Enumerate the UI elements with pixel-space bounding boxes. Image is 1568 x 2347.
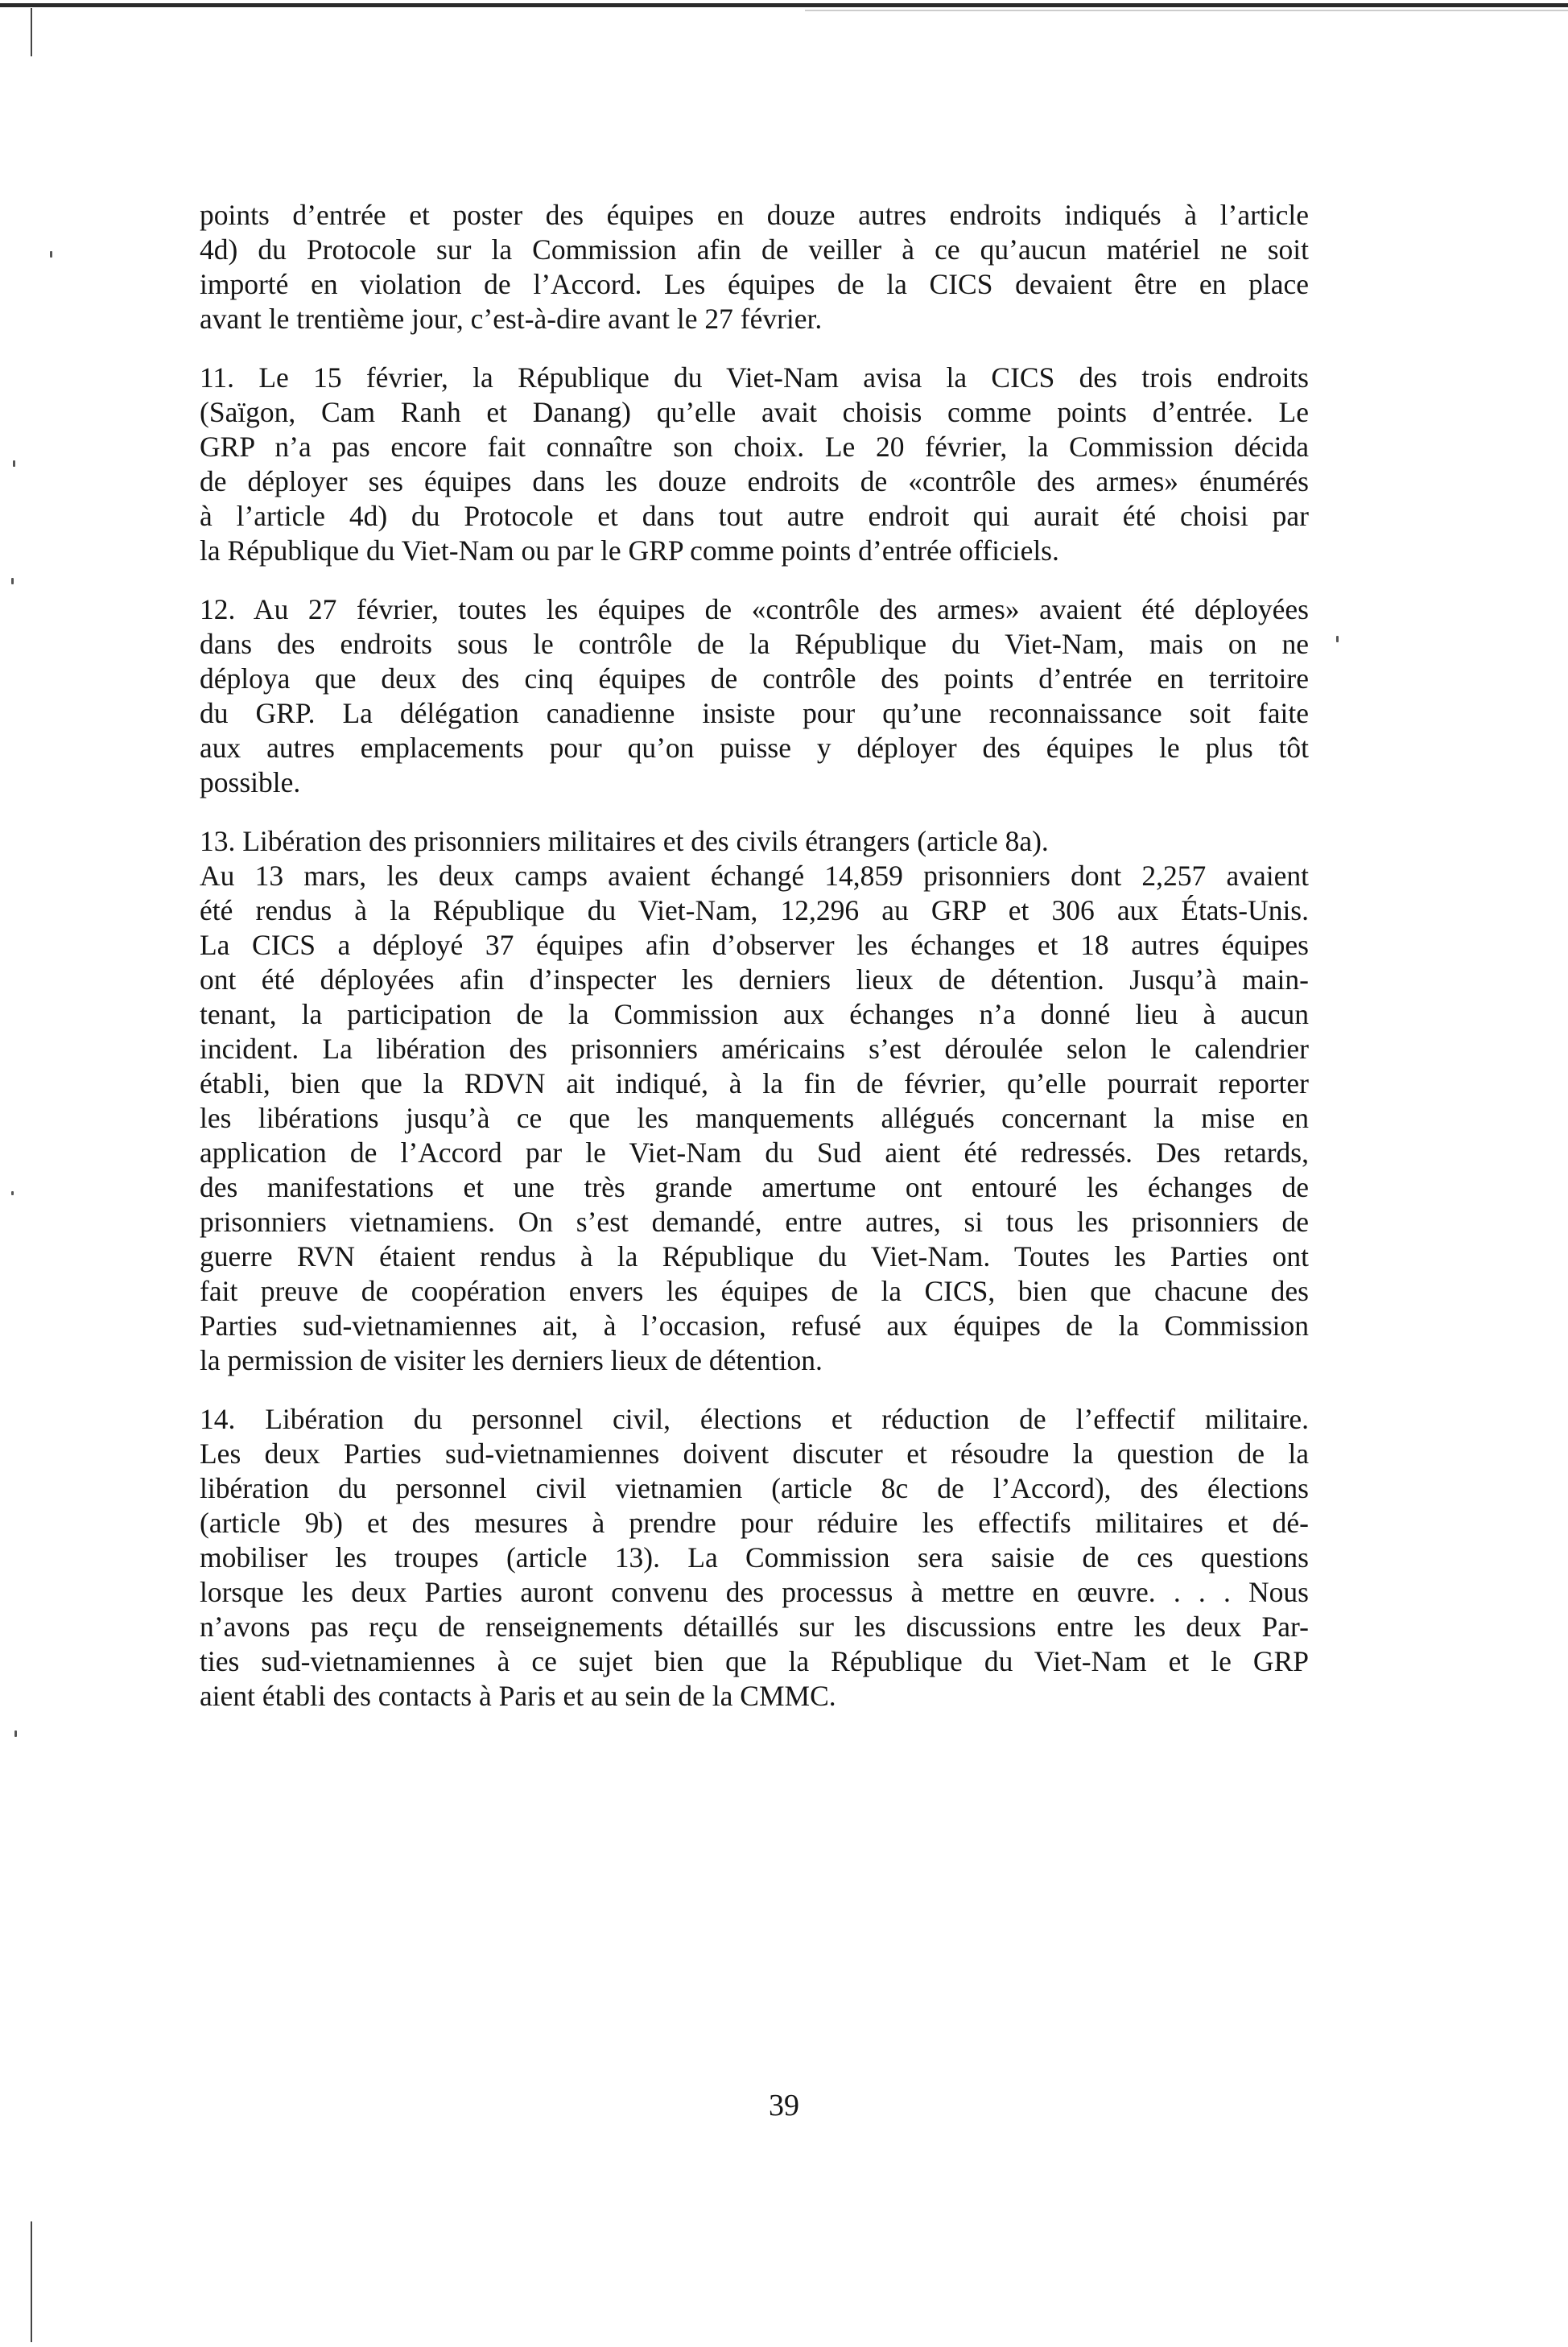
text-line: ties sud-vietnamiennes à ce sujet bien que la République du Viet-Nam et le GRP <box>200 1645 1309 1677</box>
text-line: avant le trentième jour, c’est-à-dire avant le 27 février. <box>200 303 823 335</box>
text-line: Au 13 mars, les deux camps avaient échangé 14,859 prisonniers dont 2,257 avaient <box>200 860 1309 892</box>
text-line: aux autres emplacements pour qu’on puisse y déployer des équipes le plus tôt <box>200 732 1309 764</box>
text-line: points d’entrée et poster des équipes en douze autres endroits indiqués à l’article <box>200 199 1309 231</box>
text-line: ont été déployées afin d’inspecter les derniers lieux de détention. Jusqu’à main- <box>200 963 1309 996</box>
text-line: possible. <box>200 766 301 798</box>
text-line: 11. Le 15 février, la République du Viet-Nam avisa la CICS des trois endroits <box>200 361 1309 394</box>
text-line: La CICS a déployé 37 équipes afin d’observer les échanges et 18 autres équipes <box>200 929 1309 961</box>
text-line: lorsque les deux Parties auront convenu des processus à mettre en œuvre. . . . Nous <box>200 1576 1309 1608</box>
scan-speck <box>14 1730 17 1737</box>
scan-speck <box>1336 636 1339 642</box>
scan-speck <box>11 1191 14 1195</box>
text-line: du GRP. La délégation canadienne insiste pour qu’une reconnaissance soit faite <box>200 697 1309 729</box>
text-line: de déployer ses équipes dans les douze endroits de «contrôle des armes» énumérés <box>200 465 1309 497</box>
scan-top-border <box>0 3 1568 7</box>
paragraph-12 <box>200 592 1309 800</box>
text-line: été rendus à la République du Viet-Nam, 12,296 au GRP et 306 aux États-Unis. <box>200 894 1309 926</box>
paragraph-14 <box>200 1402 1309 1714</box>
text-line: Les deux Parties sud-vietnamiennes doivent discuter et résoudre la question de la <box>200 1437 1309 1470</box>
text-line: établi, bien que la RDVN ait indiqué, à la fin de février, qu’elle pourrait reporter <box>200 1067 1309 1099</box>
scan-left-edge-mark <box>31 2221 32 2342</box>
paragraph-11 <box>200 361 1309 568</box>
page-number: 39 <box>769 2089 799 2122</box>
text-line: 4d) du Protocole sur la Commission afin de veiller à ce qu’aucun matériel ne soit <box>200 233 1309 266</box>
scan-speck <box>13 460 15 467</box>
text-line: à l’article 4d) du Protocole et dans tout autre endroit qui aurait été choisi par <box>200 500 1309 532</box>
text-line: aient établi des contacts à Paris et au sein de la CMMC. <box>200 1680 836 1712</box>
text-line: guerre RVN étaient rendus à la République du Viet-Nam. Toutes les Parties ont <box>200 1240 1309 1272</box>
text-line: importé en violation de l’Accord. Les équipes de la CICS devaient être en place <box>200 268 1309 300</box>
body-text <box>200 198 1309 1738</box>
text-line: application de l’Accord par le Viet-Nam du Sud aient été redressés. Des retards, <box>200 1136 1309 1169</box>
text-line: (Saïgon, Cam Ranh et Danang) qu’elle avait choisis comme points d’entrée. Le <box>200 396 1309 428</box>
text-line: prisonniers vietnamiens. On s’est demandé, entre autres, si tous les prisonniers de <box>200 1206 1309 1238</box>
text-line: fait preuve de coopération envers les équipes de la CICS, bien que chacune des <box>200 1275 1309 1307</box>
paragraph-heading: 13. Libération des prisonniers militaires et des civils étrangers (article 8a). <box>200 825 1049 857</box>
text-line: déploya que deux des cinq équipes de contrôle des points d’entrée en territoire <box>200 662 1309 695</box>
scan-top-border-shadow <box>805 10 1568 11</box>
scan-speck <box>11 578 14 584</box>
text-line: des manifestations et une très grande amertume ont entouré les échanges de <box>200 1171 1309 1203</box>
text-line: dans des endroits sous le contrôle de la République du Viet-Nam, mais on ne <box>200 628 1309 660</box>
text-line: GRP n’a pas encore fait connaître son choix. Le 20 février, la Commission décida <box>200 431 1309 463</box>
text-line: tenant, la participation de la Commission aux échanges n’a donné lieu à aucun <box>200 998 1309 1030</box>
text-line: les libérations jusqu’à ce que les manquements allégués concernant la mise en <box>200 1102 1309 1134</box>
text-line: (article 9b) et des mesures à prendre pour réduire les effectifs militaires et dé- <box>200 1507 1309 1539</box>
text-line: 12. Au 27 février, toutes les équipes de «contrôle des armes» avaient été déployées <box>200 593 1309 625</box>
text-line: libération du personnel civil vietnamien (article 8c de l’Accord), des élections <box>200 1472 1309 1504</box>
paragraph-heading: 14. Libération du personnel civil, élections et réduction de l’effectif militaire. <box>200 1403 1309 1435</box>
scan-speck <box>50 251 52 258</box>
text-line: la permission de visiter les derniers lieux de détention. <box>200 1344 823 1376</box>
paragraph-continuation <box>200 198 1309 336</box>
text-line: Parties sud-vietnamiennes ait, à l’occasion, refusé aux équipes de la Commission <box>200 1310 1309 1342</box>
text-line: n’avons pas reçu de renseignements détaillés sur les discussions entre les deux Par- <box>200 1611 1309 1643</box>
paragraph-13 <box>200 824 1309 1378</box>
text-line: incident. La libération des prisonniers américains s’est déroulée selon le calendrier <box>200 1033 1309 1065</box>
text-line: mobiliser les troupes (article 13). La Commission sera saisie de ces questions <box>200 1541 1309 1574</box>
text-line: la République du Viet-Nam ou par le GRP comme points d’entrée officiels. <box>200 534 1059 567</box>
scan-left-edge-mark <box>31 8 32 56</box>
